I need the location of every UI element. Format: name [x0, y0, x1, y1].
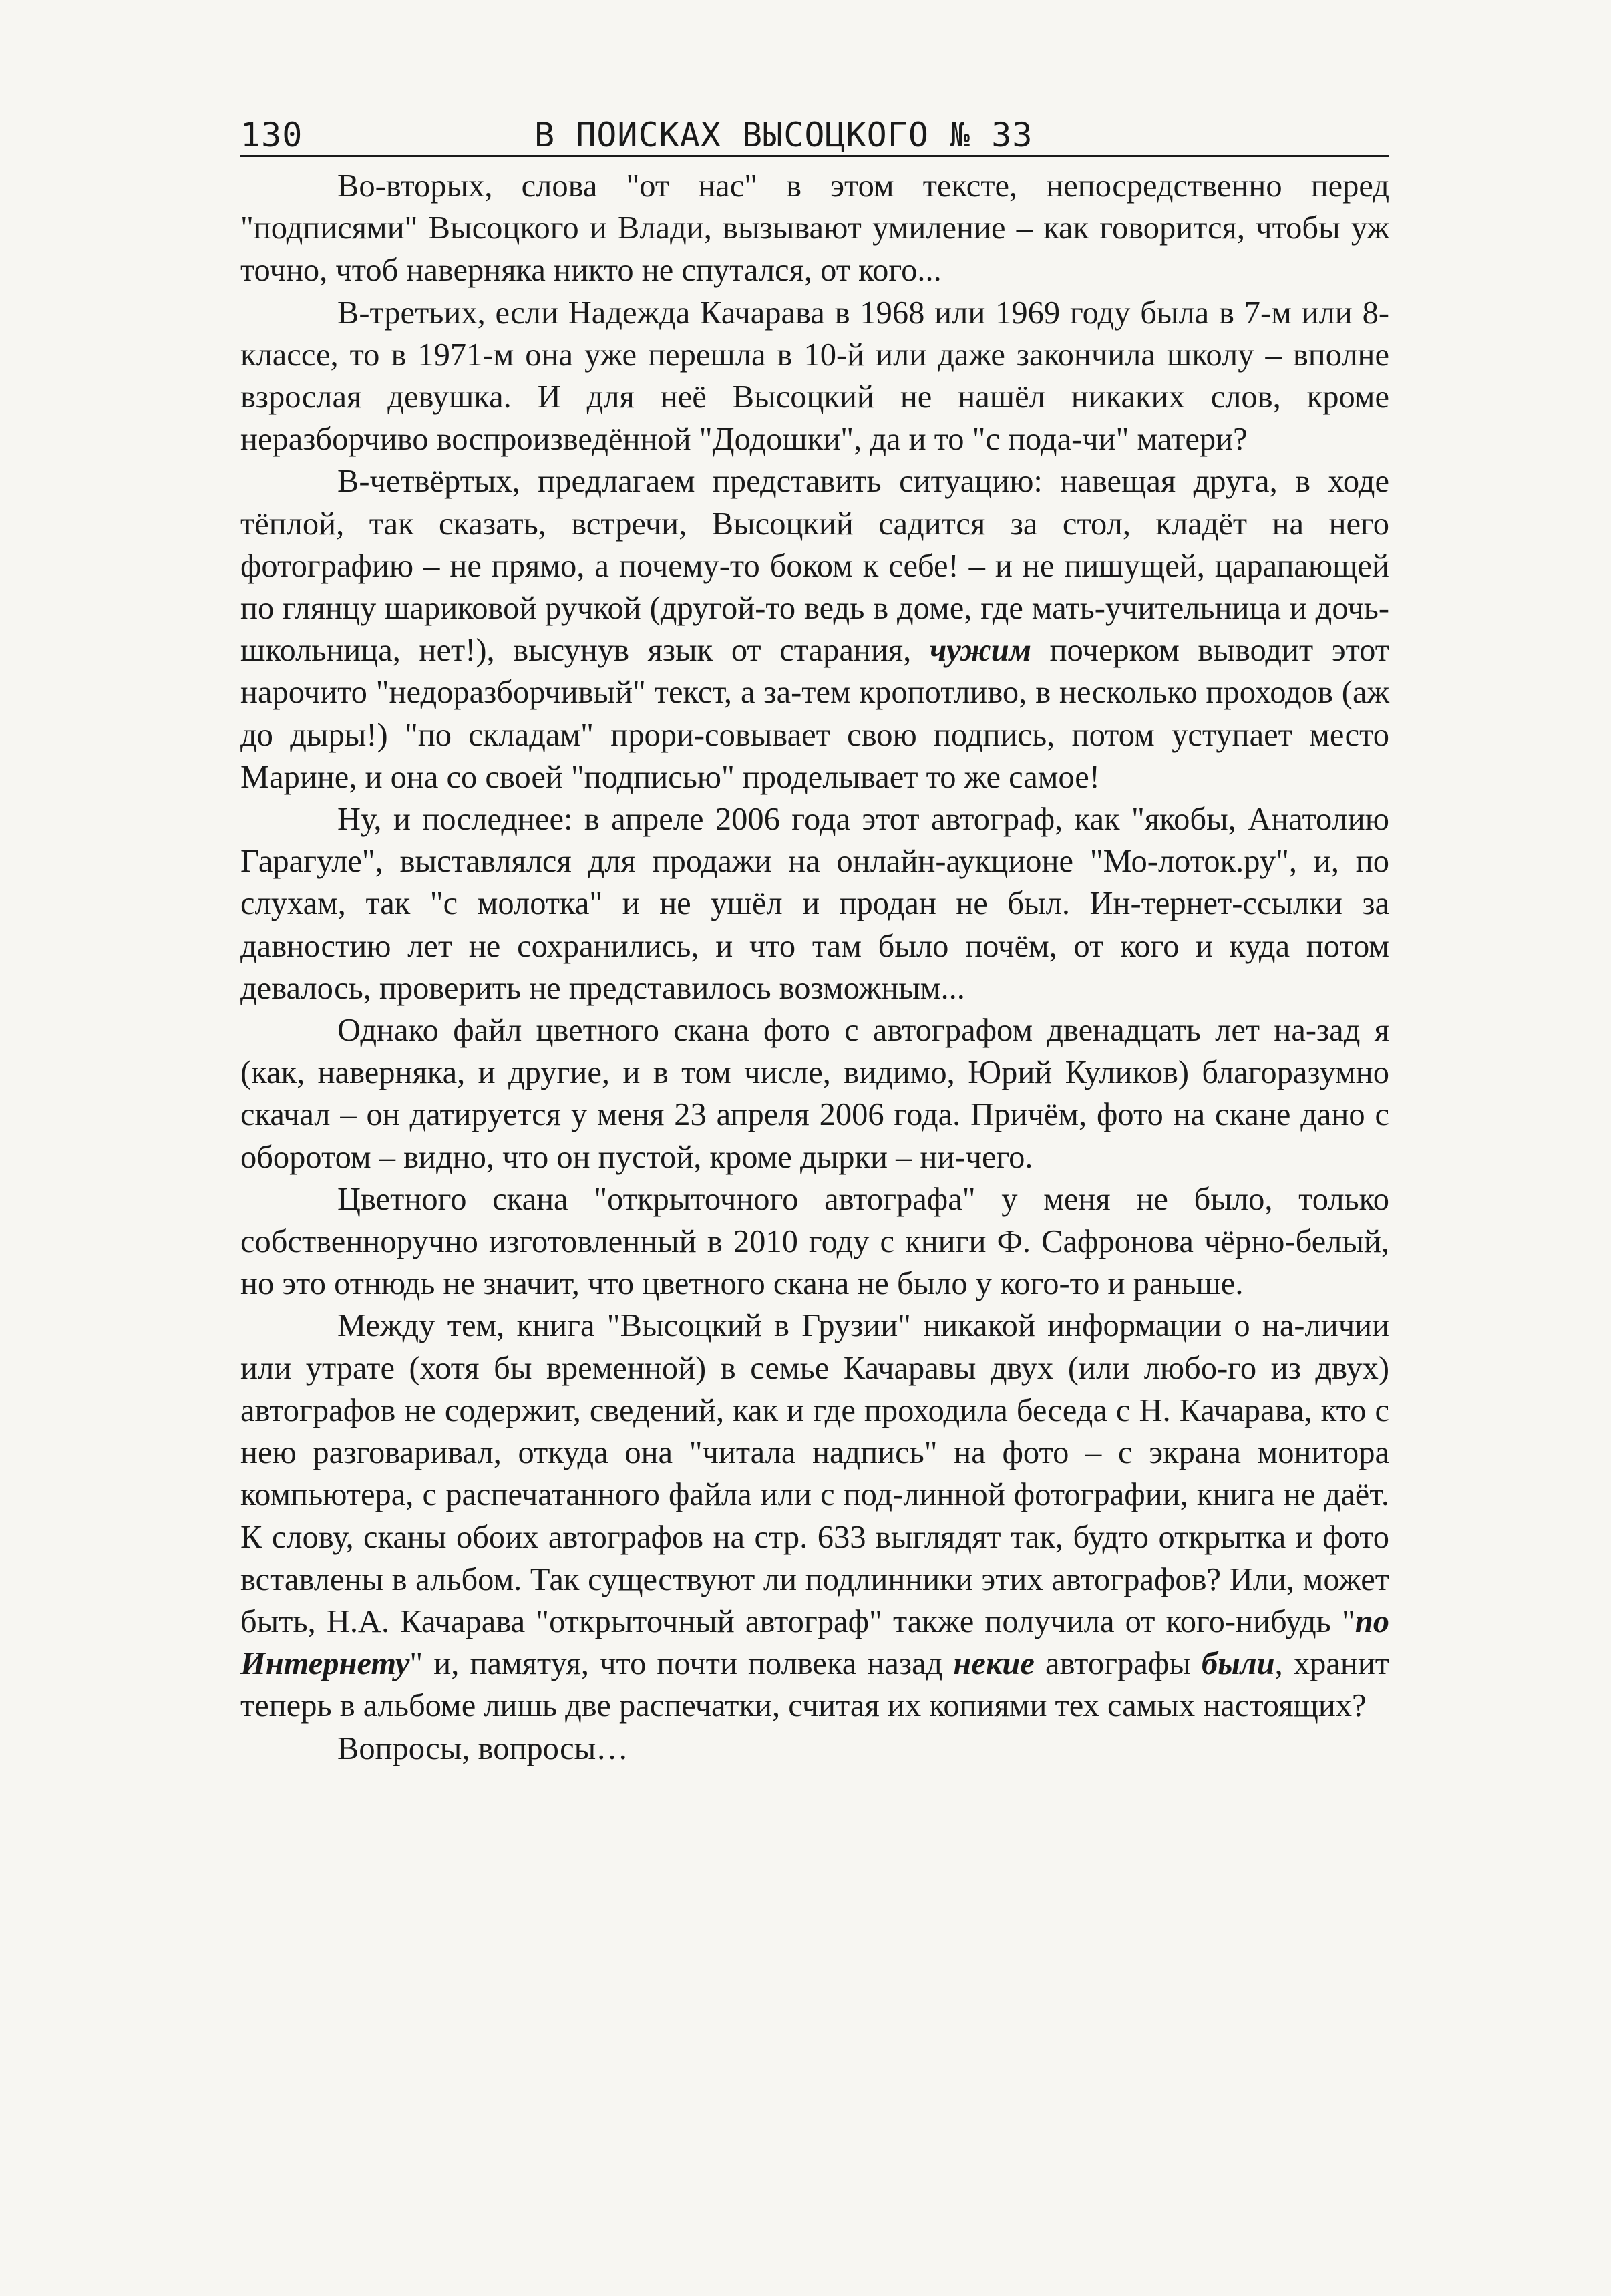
paragraph-text: Цветного скана "открыточного автографа" у меня не было, только собственноручно изготовленный в 2010 году с книги Ф. Сафронова чёрно-белый, но это отнюдь не значит, что цветного скана не было у кого-то и раньше. [240, 1181, 1389, 1302]
paragraph-text: Ну, и последнее: в апреле 2006 года этот автограф, как "якобы, Анатолию Гарагуле", выставлялся для продажи на онлайн-аукционе "Мо-лоток.ру", и, по слухам, так "с молотка" и не ушёл и продан не был. Ин-тернет-ссылки за давностию лет не сохранились, и что там было почём, от кого и куда потом девалось, проверить не представилось возможным... [240, 802, 1389, 1006]
document-page [240, 114, 1389, 1770]
emphasis-text: по Интернету [240, 1603, 1389, 1682]
paragraph-questions [240, 1728, 1389, 1770]
page-number: 130 [240, 116, 303, 154]
paragraph-lastly [240, 798, 1389, 1009]
paragraph-text: Между тем, книга "Высоцкий в Грузии" никакой информации о на-личии или утрате (хотя бы временной) в семье Качаравы двух (или любо-го из двух) автографов не содержит, сведений, как и где проходила беседа с Н. Качарава, кто с нею разговаривал, откуда она "читала надпись" на фото – с экрана монитора компьютера, с распечатанного файла или с под-линной фотографии, книга не даёт. К слову, сканы обоих автографов на стр. 633 выглядят так, будто открытка и фото вставлены в альбом. Так существуют ли подлинники этих автографов? Или, может быть, Н.А. Качарава "открыточный автограф" также получила от кого-нибудь " [240, 1308, 1389, 1639]
paragraph-text: Вопросы, вопросы… [337, 1730, 629, 1766]
emphasis-text: были [1201, 1646, 1275, 1682]
paragraph-text: В-третьих, если Надежда Качарава в 1968 или 1969 году была в 7-м или 8-классе, то в 1971-м она уже перешла в 10-й или даже закончила школу – вполне взрослая девушка. И для неё Высоцкий не нашёл никаких слов, кроме неразборчиво воспроизведённой "Додошки", да и то "с пода-чи" матери? [240, 295, 1389, 458]
paragraph-text: почерком выводит этот нарочито "недоразборчивый" текст, а за-тем кропотливо, в несколько проходов (аж до дыры!) "по складам" прори-совывает свою подпись, потом уступает место Марине, и она со своей "подписью" проделывает то же самое! [240, 633, 1389, 795]
paragraph-color-scan [240, 1009, 1389, 1178]
body-text [240, 165, 1389, 1770]
paragraph-text: автографы [1034, 1646, 1202, 1682]
emphasis-text: некие [953, 1646, 1035, 1682]
paragraph-thirdly [240, 292, 1389, 461]
paragraph-text: " и, памятуя, что почти полвека назад [409, 1646, 954, 1682]
running-header [240, 114, 1389, 157]
paragraph-postcard-scan [240, 1178, 1389, 1305]
emphasis-text: чужим [929, 633, 1031, 669]
paragraph-secondly [240, 165, 1389, 292]
journal-title: В ПОИСКАХ ВЫСОЦКОГО № 33 [534, 116, 1033, 154]
paragraph-meanwhile [240, 1305, 1389, 1727]
paragraph-text: В-четвёртых, предлагаем представить ситуацию: навещая друга, в ходе тёплой, так сказать, встречи, Высоцкий садится за стол, кладёт на него фотографию – не прямо, а почему-то боком к себе! – и не пишущей, царапающей по глянцу шариковой ручкой (другой-то ведь в доме, где мать-учительница и дочь-школьница, нет!), высунув язык от старания, [240, 464, 1389, 669]
paragraph-text: Во-вторых, слова "от нас" в этом тексте, непосредственно перед "подписями" Высоцкого и Влади, вызывают умиление – как говорится, чтобы уж точно, чтоб наверняка никто не спутался, от кого... [240, 168, 1389, 289]
paragraph-fourthly [240, 460, 1389, 798]
paragraph-text: Однако файл цветного скана фото с автографом двенадцать лет на-зад я (как, наверняка, и другие, и в том числе, видимо, Юрий Куликов) благоразумно скачал – он датируется у меня 23 апреля 2006 года. Причём, фото на скане дано с оборотом – видно, что он пустой, кроме дырки – ни-чего. [240, 1013, 1389, 1175]
paragraph-text: , хранит теперь в альбоме лишь две распечатки, считая их копиями тех самых настоящих? [240, 1646, 1389, 1724]
